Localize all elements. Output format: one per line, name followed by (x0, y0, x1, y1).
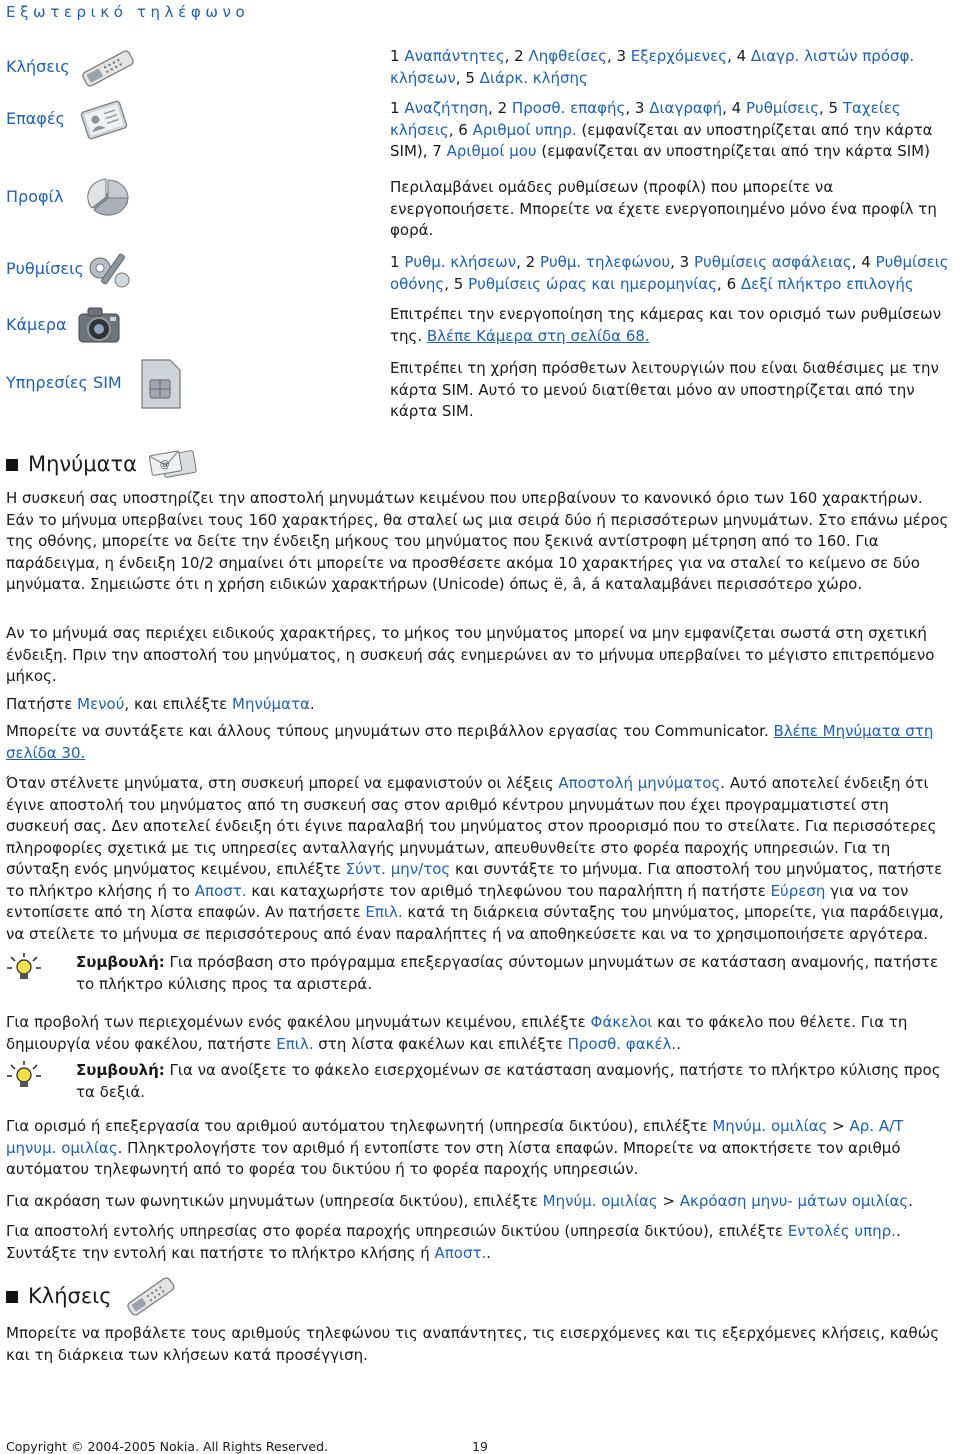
footer-copyright: Copyright © 2004-2005 Nokia. All Rights Reserved. (6, 1439, 328, 1454)
tip-label: Συμβουλή: (76, 953, 165, 971)
paragraph-folders: Για προβολή των περιεχομένων ενός φακέλου μηνυμάτων κειμένου, επιλέξτε Φάκελοι και το φάκελο που θέλετε. Για τη δημιουργία νέου φακέλου, πατήστε Επιλ. στη λίστα φακέλων και επιλέξτε Προσθ. φακέλ.. (6, 1013, 908, 1053)
section-title-calls: Κλήσεις (28, 1284, 112, 1309)
menu-term: Ρυθμίσεις ώρας και ημερομηνίας (468, 274, 718, 293)
menu-term: Ληφθείσες (528, 47, 607, 65)
menu-term: Ρυθμίσεις (746, 99, 820, 117)
page-number: 19 (472, 1439, 488, 1454)
tip-label: Συμβουλή: (76, 1061, 165, 1079)
menu-term: Επιλ. (276, 1034, 314, 1053)
menu-term: Αρ. Α/Τ μηνυμ. ομιλίας (6, 1117, 904, 1157)
page-header-title: Εξωτερικό τηλέφωνο (6, 3, 250, 21)
menu-term: Ρυθμ. τηλεφώνου (539, 253, 671, 271)
menu-label-settings: Ρυθμίσεις (6, 259, 84, 278)
menu-label-camera: Κάμερα (6, 315, 67, 334)
menu-term: Αναπάντητες (404, 47, 505, 65)
menu-term: Ρυθμίσεις ασφάλειας (694, 253, 852, 271)
section-heading-calls (6, 1276, 178, 1318)
menu-label-contacts: Επαφές (6, 109, 65, 128)
menu-term: Αριθμοί μου (446, 142, 537, 160)
cross-reference-link[interactable]: Βλέπε Μηνύματα στη σελίδα 30. (6, 722, 934, 762)
paragraph-message-length: Η συσκευή σας υποστηρίζει την αποστολή μηνυμάτων κειμένου που υπερβαίνουν το κανονικό όριο των 160 χαρακτήρων. Εάν το μήνυμα υπερβαίνει τους 160 χαρακτήρες, θα σταλεί ως μια σειρά δύο ή περισσότερων μηνυμάτων. Στο επάνω μέρος της οθόνης, μπορείτε να δείτε την ένδειξη μήκους του μηνύματος που ξεκινά αντίστροφη μέτρηση από το 160. Για παράδειγμα, η ένδειξη 10/2 σημαίνει ότι μπορείτε να προσθέσετε ακόμα 10 χαρακτήρες για να σταλεί το κείμενο σε δύο μηνύματα. Σημειώστε ότι η χρήση ειδικών χαρακτήρων (Unicode) όπως ë, â, á καταλαμβάνει περισσότερο χώρο. (6, 489, 949, 593)
paragraph-call-log: Μπορείτε να προβάλετε τους αριθμούς τηλεφώνου τις αναπάντητες, τις εισερχόμενες και τις εξερχόμενες κλήσεις, καθώς και τη διάρκεια των κλήσεων κατά προσέγγιση. (6, 1324, 940, 1364)
menu-desc-sim: Επιτρέπει τη χρήση πρόσθετων λειτουργιών που είναι διαθέσιμες με την κάρτα SIM. Αυτό το μενού διατίθεται μόνο αν υποστηρίζεται από την κάρτα SIM. (390, 359, 939, 420)
menu-term: Σύντ. μην/τος (345, 860, 451, 878)
section-heading-messages (6, 448, 199, 482)
paragraph-special-characters: Αν το μήνυμά σας περιέχει ειδικούς χαρακτήρες, το μήκος του μηνύματος μπορεί να μην εμφανίζεται σωστά στη σχετική ένδειξη. Πριν την αποστολή του μηνύματος, η συσκευή σάς ενημερώνει αν το μήνυμα υπερβαίνει το μέγιστο επιτρεπόμενο μήκος. (6, 624, 935, 685)
menu-desc-contacts: 1 Αναζήτηση, 2 Προσθ. επαφής, 3 Διαγραφή, 4 Ρυθμίσεις, 5 Ταχείες κλήσεις, 6 Αριθμοί υπηρ. (εμφανίζεται αν υποστηρίζεται από την κάρτα SIM), 7 Αριθμοί μου (εμφανίζεται αν υποστηρίζεται από την κάρτα SIM) (390, 99, 933, 160)
paragraph-sending-messages: Όταν στέλνετε μηνύματα, στη συσκευή μπορεί να εμφανιστούν οι λέξεις Αποστολή μηνύματος. Αυτό αποτελεί ένδειξη ότι έγινε αποστολή του μηνύματος από τη συσκευή σας στον αριθμό κέντρου μηνυμάτων που έχει προγραμματιστεί στη συσκευή σας. Δεν αποτελεί ένδειξη ότι έγινε παραλαβή του μηνύματος στον προορισμό που το στείλατε. Για περισσότερες πληροφορίες σχετικά με τις υπηρεσίες ανταλλαγής μηνυμάτων, απευθυνθείτε στο φορέα παροχής υπηρεσιών. Για τη σύνταξη ενός μηνύματος κειμένου, επιλέξτε Σύντ. μην/τος και συντάξτε το μήνυμα. Για αποστολή του μηνύματος, πατήστε το πλήκτρο κλήσης ή το Αποστ. και καταχωρήστε τον αριθμό τηλεφώνου του παραλήπτη ή πατήστε Εύρεση για να τον εντοπίσετε από τη λίστα επαφών. Αν πατήσετε Επιλ. κατά τη διάρκεια σύνταξης του μηνύματος, μπορείτε, για παράδειγμα, να στείλετε το μήνυμα σε περισσότερους από έναν παραλήπτες ή να αποθηκεύσετε και να το χρησιμοποιήσετε αργότερα. (6, 774, 944, 943)
paragraph-service-command: Για αποστολή εντολής υπηρεσίας στο φορέα παροχής υπηρεσιών δικτύου (υπηρεσία δικτύου), επιλέξτε Εντολές υπηρ.. Συντάξτε την εντολή και πατήστε το πλήκτρο κλήσης ή Αποστ.. (6, 1222, 901, 1262)
menu-label-calls: Κλήσεις (6, 57, 70, 76)
menu-term: Δεξί πλήκτρο επιλογής (740, 274, 914, 293)
paragraph-voicemail-number: Για ορισμό ή επεξεργασία του αριθμού αυτόματου τηλεφωνητή (υπηρεσία δικτύου), επιλέξτε Μηνύμ. ομιλίας > Αρ. Α/Τ μηνυμ. ομιλίας. Πληκτρολογήστε τον αριθμό ή εντοπίστε τον στη λίστα επαφών. Μπορείτε να αποκτήσετε τον αριθμό αυτόματου τηλεφωνητή από το φορέα του δικτύου ή το φορέα παροχής υπηρεσιών. (6, 1117, 904, 1178)
tip-text-inbox: Συμβουλή: Για να ανοίξετε το φάκελο εισερχομένων σε κατάσταση αναμονής, πατήστε το πλήκτρο κύλισης προς τα δεξιά. (76, 1061, 941, 1101)
menu-desc-calls: 1 Αναπάντητες, 2 Ληφθείσες, 3 Εξερχόμενες, 4 Διαγρ. λιστών πρόσφ. κλήσεων, 5 Διάρκ. κλήσης (390, 47, 915, 87)
menu-term: Διαγραφή (649, 99, 723, 117)
menu-term: Προσθ. φακέλ. (567, 1034, 677, 1053)
svg-text:@: @ (158, 458, 171, 472)
tip-text-editor: Συμβουλή: Για πρόσβαση στο πρόγραμμα επεξεργασίας σύντομων μηνυμάτων σε κατάσταση αναμονής, πατήστε το πλήκτρο κύλισης προς τα αριστερά. (76, 953, 939, 993)
menu-term: Διαγρ. λιστών πρόσφ. κλήσεων (390, 47, 915, 87)
menu-desc-profiles: Περιλαμβάνει ομάδες ρυθμίσεων (προφίλ) που μπορείτε να ενεργοποιήσετε. Μπορείτε να έχετε ενεργοποιημένο μόνο ένα προφίλ τη φορά. (390, 178, 937, 239)
menu-term: Φάκελοι (590, 1013, 653, 1031)
menu-term: Ακρόαση μηνυ- μάτων ομιλίας (679, 1192, 909, 1210)
menu-term: Αποστ. (194, 881, 247, 900)
menu-term: Ρυθμίσεις οθόνης (390, 253, 949, 293)
menu-term: Μηνύμ. ομιλίας (712, 1117, 828, 1135)
menu-term: Εύρεση (770, 881, 826, 900)
paragraph-voicemail-listen: Για ακρόαση των φωνητικών μηνυμάτων (υπηρεσία δικτύου), επιλέξτε Μηνύμ. ομιλίας > Ακρόαση μηνυ- μάτων ομιλίας. (6, 1192, 913, 1210)
tools-icon (84, 246, 136, 294)
menu-term: Αποστολή μηνύματος (558, 774, 721, 792)
menu-term: Διάρκ. κλήσης (479, 68, 588, 87)
menu-term: Αναζήτηση (404, 99, 489, 117)
cross-reference-link[interactable]: Βλέπε Κάμερα στη σελίδα 68. (426, 326, 650, 345)
menu-term: Ταχείες κλήσεις (390, 99, 901, 139)
menu-term: Προσθ. επαφής (511, 99, 626, 117)
menu-term: Αποστ. (434, 1243, 487, 1262)
menu-term: Μηνύματα (232, 695, 310, 713)
menu-term: Μενού (77, 695, 125, 713)
pie-chart-icon (84, 172, 132, 220)
menu-desc-camera: Επιτρέπει την ενεργοποίηση της κάμερας και τον ορισμό των ρυθμίσεων της. Βλέπε Κάμερα στη σελίδα 68. (390, 305, 942, 345)
menu-label-profiles: Προφίλ (6, 187, 64, 206)
phone-icon (76, 44, 136, 94)
menu-term: Επιλ. (365, 903, 403, 921)
envelope-icon (147, 448, 199, 482)
menu-term: Μηνύμ. ομιλίας (542, 1192, 658, 1210)
lightbulb-icon (6, 1060, 42, 1090)
paragraph-open-messages: Πατήστε Μενού, και επιλέξτε Μηνύματα. (6, 695, 315, 713)
camera-icon (76, 302, 122, 348)
contacts-book-icon (78, 98, 130, 142)
bullet-square-icon (6, 459, 18, 471)
menu-term: Ρυθμ. κλήσεων (404, 253, 517, 271)
menu-label-sim: Υπηρεσίες SIM (6, 373, 122, 392)
menu-term: Εντολές υπηρ. (787, 1222, 896, 1240)
section-title-messages: Μηνύματα (28, 452, 137, 477)
bullet-square-icon (6, 1291, 18, 1303)
phone-icon (122, 1276, 178, 1318)
lightbulb-icon (6, 952, 42, 982)
menu-term: Αριθμοί υπηρ. (472, 120, 577, 139)
menu-desc-settings: 1 Ρυθμ. κλήσεων, 2 Ρυθμ. τηλεφώνου, 3 Ρυθμίσεις ασφάλειας, 4 Ρυθμίσεις οθόνης, 5 Ρυθμίσεις ώρας και ημερομηνίας, 6 Δεξί πλήκτρο επιλογής (390, 253, 949, 293)
menu-term: Εξερχόμενες (630, 47, 728, 65)
paragraph-communicator-messages: Μπορείτε να συντάξετε και άλλους τύπους μηνυμάτων στο περιβάλλον εργασίας του Communicator. Βλέπε Μηνύματα στη σελίδα 30. (6, 722, 934, 762)
sim-card-icon (136, 356, 184, 412)
